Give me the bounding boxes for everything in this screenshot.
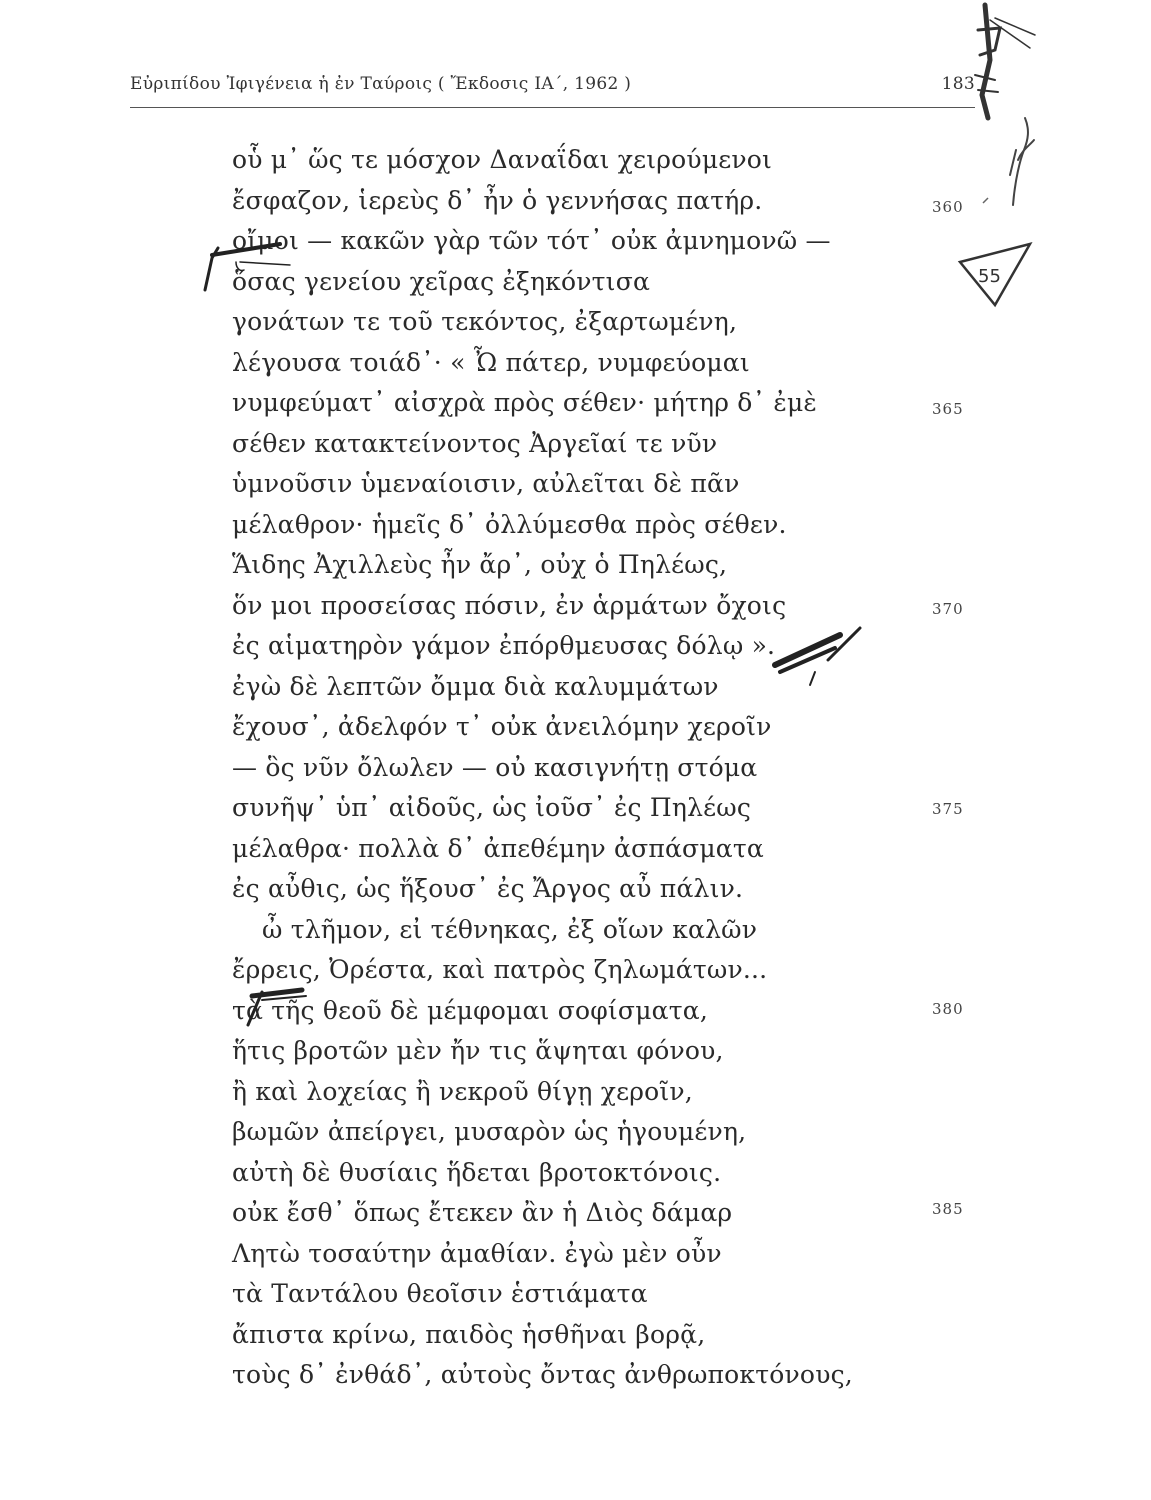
line-number-360: 360: [932, 198, 964, 216]
verse-line: συνῆψ᾽ ὑπ᾽ αἰδοῦς, ὡς ἰοῦσ᾽ ἐς Πηλέως: [232, 793, 752, 822]
verse-line: σέθεν κατακτείνοντος Ἀργεῖαί τε νῦν: [232, 428, 718, 458]
verse-block: [232, 140, 892, 1396]
top-right-scribble-icon: [975, 5, 1035, 118]
line-number-380: 380: [932, 1000, 964, 1018]
verse-line: οὗ μ᾽ ὥς τε μόσχον Δαναΐδαι χειρούμενοι: [232, 145, 773, 174]
verse-line: τὰ Ταντάλου θεοῖσιν ἑστιάματα: [232, 1279, 648, 1308]
verse-line: νυμφεύματ᾽ αἰσχρὰ πρὸς σέθεν· μήτηρ δ᾽ ἐμὲ: [232, 388, 818, 417]
verse-line: βωμῶν ἀπείργει, μυσαρὸν ὡς ἡγουμένη,: [232, 1117, 747, 1146]
line-number-385: 385: [932, 1200, 964, 1218]
verse-line: — ὃς νῦν ὄλωλεν — οὐ κασιγνήτῃ στόμα: [232, 752, 758, 782]
verse-line: μέλαθρον· ἡμεῖς δ᾽ ὀλλύμεσθα πρὸς σέθεν.: [232, 509, 787, 539]
verse-line: ὦ τλῆμον, εἰ τέθνηκας, ἐξ οἵων καλῶν: [262, 914, 758, 944]
verse-line: λέγουσα τοιάδ᾽· « Ὦ πάτερ, νυμφεύομαι: [232, 347, 750, 377]
verse-line: ἔρρεις, Ὀρέστα, καὶ πατρὸς ζηλωμάτων...: [232, 955, 768, 984]
header-rule: [130, 107, 975, 108]
line-number-365: 365: [932, 400, 964, 418]
tick-mark-icon: [983, 198, 988, 203]
running-title: Εὐριπίδου Ἰφιγένεια ἡ ἐν Ταύροις ( Ἔκδοσις ΙΑ΄, 1962 ): [130, 74, 632, 94]
line-number-375: 375: [932, 800, 964, 818]
verse-line: γονάτων τε τοῦ τεκόντος, ἐξαρτωμένη,: [232, 307, 738, 336]
verse-line: ἔχουσ᾽, ἀδελφόν τ᾽ οὐκ ἀνειλόμην χεροῖν: [232, 712, 772, 741]
verse-line: Λητὼ τοσαύτην ἀμαθίαν. ἐγὼ μὲν οὖν: [232, 1238, 722, 1268]
verse-line: ὅσας γενείου χεῖρας ἐξηκόντισα: [232, 266, 651, 296]
verse-line: Ἅιδης Ἀχιλλεὺς ἦν ἄρ᾽, οὐχ ὁ Πηλέως,: [232, 550, 728, 579]
page-number: 183: [941, 74, 975, 94]
margin-triangle-note-icon: [960, 244, 1030, 305]
verse-line: τὰ τῆς θεοῦ δὲ μέμφομαι σοφίσματα,: [232, 995, 708, 1025]
verse-line: ὑμνοῦσιν ὑμεναίοισιν, αὐλεῖται δὲ πᾶν: [232, 469, 740, 498]
verse-line: ὅν μοι προσείσας πόσιν, ἐν ἁρμάτων ὄχοις: [232, 590, 787, 620]
verse-line: ἄπιστα κρίνω, παιδὸς ἡσθῆναι βορᾷ,: [232, 1319, 706, 1349]
running-head: [130, 70, 975, 100]
verse-line: τοὺς δ᾽ ἐνθάδ᾽, αὐτοὺς ὄντας ἀνθρωποκτόνους,: [232, 1360, 853, 1389]
margin-squiggle-icon: [1010, 118, 1034, 205]
margin-note-text: 55: [978, 266, 1001, 287]
verse-line: οἴμοι — κακῶν γὰρ τῶν τότ᾽ οὐκ ἀμνημονῶ —: [232, 226, 831, 255]
line-number-370: 370: [932, 600, 964, 618]
verse-line: αὐτὴ δὲ θυσίαις ἥδεται βροτοκτόνοις.: [232, 1157, 722, 1187]
verse-line: μέλαθρα· πολλὰ δ᾽ ἀπεθέμην ἀσπάσματα: [232, 833, 764, 863]
verse-line: οὐκ ἔσθ᾽ ὅπως ἔτεκεν ἂν ἡ Διὸς δάμαρ: [232, 1198, 733, 1227]
verse-line: ἔσφαζον, ἱερεὺς δ᾽ ἦν ὁ γεννήσας πατήρ.: [232, 185, 763, 215]
verse-line: ἐς αὖθις, ὡς ἥξουσ᾽ ἐς Ἄργος αὖ πάλιν.: [232, 874, 744, 903]
verse-line: ἥτις βροτῶν μὲν ἤν τις ἅψηται φόνου,: [232, 1036, 724, 1065]
verse-line: ἐγὼ δὲ λεπτῶν ὄμμα διὰ καλυμμάτων: [232, 671, 719, 701]
verse-line: ἢ καὶ λοχείας ἢ νεκροῦ θίγῃ χεροῖν,: [232, 1076, 693, 1106]
verse-line: ἐς αἱματηρὸν γάμον ἐπόρθμευσας δόλῳ ».: [232, 631, 776, 660]
